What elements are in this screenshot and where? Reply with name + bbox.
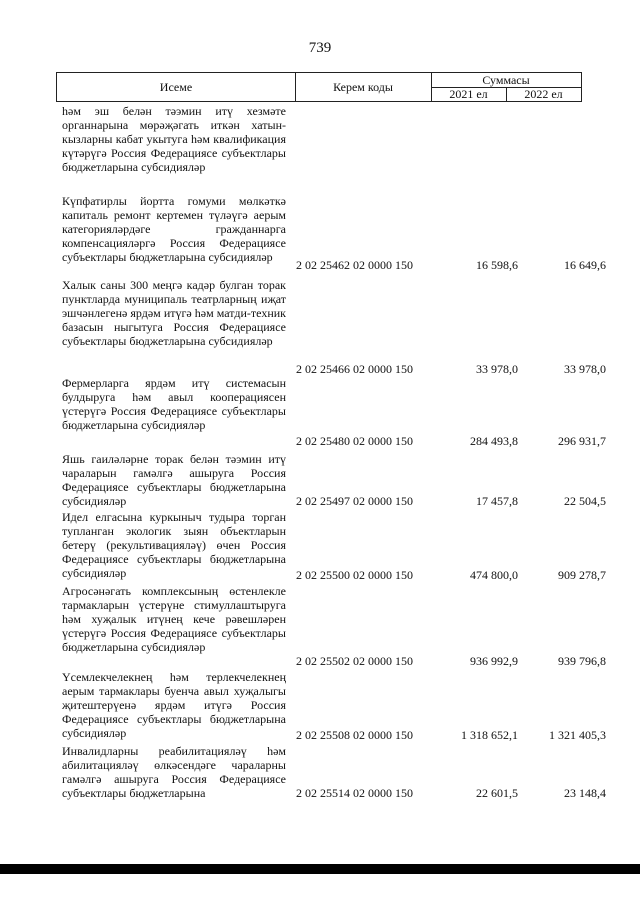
row-name: Фермерларга ярдәм итү системасын булдыруга һәм авыл кооперациясен үстерүгә Россия Федерациясе субъектлары бюджетларына субсидияләр <box>62 376 286 432</box>
row-code: 2 02 25466 02 0000 150 <box>296 362 413 376</box>
column-header-name: Исеме <box>57 73 296 101</box>
row-value-2021: 1 318 652,1 <box>461 728 518 742</box>
row-value-2021: 474 800,0 <box>470 568 518 582</box>
row-value-2022: 939 796,8 <box>558 654 606 668</box>
row-name: Халык саны 300 меңгә кадәр булган торак пунктларда муниципаль театрларның иҗат эшчәнлегенә ярдәм итүгә һәм матди-техник базасын ныгытуга Россия Федерациясе субъектлары бюджетларына субсидияләр <box>62 278 286 348</box>
column-header-sums: Суммасы <box>431 73 581 88</box>
column-header-year-2021: 2021 ел <box>431 87 507 101</box>
row-value-2021: 22 601,5 <box>476 786 518 800</box>
row-code: 2 02 25462 02 0000 150 <box>296 258 413 272</box>
row-code: 2 02 25502 02 0000 150 <box>296 654 413 668</box>
row-code: 2 02 25508 02 0000 150 <box>296 728 413 742</box>
row-name: Күпфатирлы йортта гомуми мөлкәткә капиталь ремонт кертемен түләүгә аерым категорияләрдәге гражданнарга компенсацияләргә Россия Федерациясе субъектлары бюджетларына субсидияләр <box>62 194 286 264</box>
row-name: Үсемлекчелекнең һәм терлекчелекнең аерым тармаклары буенча авыл хуҗалыгы җитештерүенә ярдәм итүгә Россия Федерациясе субъектлары бюджетларына субсидияләр <box>62 670 286 740</box>
column-header-code: Керем коды <box>295 73 432 101</box>
row-value-2021: 284 493,8 <box>470 434 518 448</box>
row-value-2022: 23 148,4 <box>564 786 606 800</box>
row-value-2022: 16 649,6 <box>564 258 606 272</box>
row-value-2021: 33 978,0 <box>476 362 518 376</box>
row-value-2022: 33 978,0 <box>564 362 606 376</box>
row-value-2021: 17 457,8 <box>476 494 518 508</box>
row-name: һәм эш белән тәэмин итү хезмәте органнарына мөрәҗәгать иткән хатын-кызларны кабат укытуга һәм квалификация күтәрүгә Россия Федерациясе субъектлары бюджетларына субсидияләр <box>62 104 286 174</box>
row-value-2022: 22 504,5 <box>564 494 606 508</box>
row-value-2022: 296 931,7 <box>558 434 606 448</box>
column-header-year-2022: 2022 ел <box>524 86 563 101</box>
table-header <box>56 72 582 102</box>
row-value-2021: 16 598,6 <box>476 258 518 272</box>
row-name: Инвалидларны реабилитацияләү һәм абилитацияләү өлкәсендәге чараларны гамәлгә ашыруга Россия Федерациясе субъектлары бюджетларына <box>62 744 286 800</box>
row-code: 2 02 25480 02 0000 150 <box>296 434 413 448</box>
row-value-2022: 909 278,7 <box>558 568 606 582</box>
row-value-2021: 936 992,9 <box>470 654 518 668</box>
row-code: 2 02 25500 02 0000 150 <box>296 568 413 582</box>
row-name: Идел елгасына куркыныч тудыра торган тупланган экологик зыян объектларын бетерү (рекультивацияләү) өчен Россия Федерациясе субъектлары бюджетларына субсидияләр <box>62 510 286 580</box>
row-name: Яшь гаиләләрне торак белән тәэмин итү чараларын гамәлгә ашыруга Россия Федерациясе субъектлары бюджетларына субсидияләр <box>62 452 286 508</box>
row-code: 2 02 25497 02 0000 150 <box>296 494 413 508</box>
row-value-2022: 1 321 405,3 <box>549 728 606 742</box>
scan-bottom-edge <box>0 864 640 874</box>
row-code: 2 02 25514 02 0000 150 <box>296 786 413 800</box>
page-number: 739 <box>308 40 332 56</box>
row-name: Агросәнәгать комплексының өстенлекле тармакларын үстерүне стимуллаштыруга һәм хуҗалык итүнең кече рәвешләрен үстерүгә Россия Федерациясе субъектлары бюджетларына субсидияләр <box>62 584 286 654</box>
